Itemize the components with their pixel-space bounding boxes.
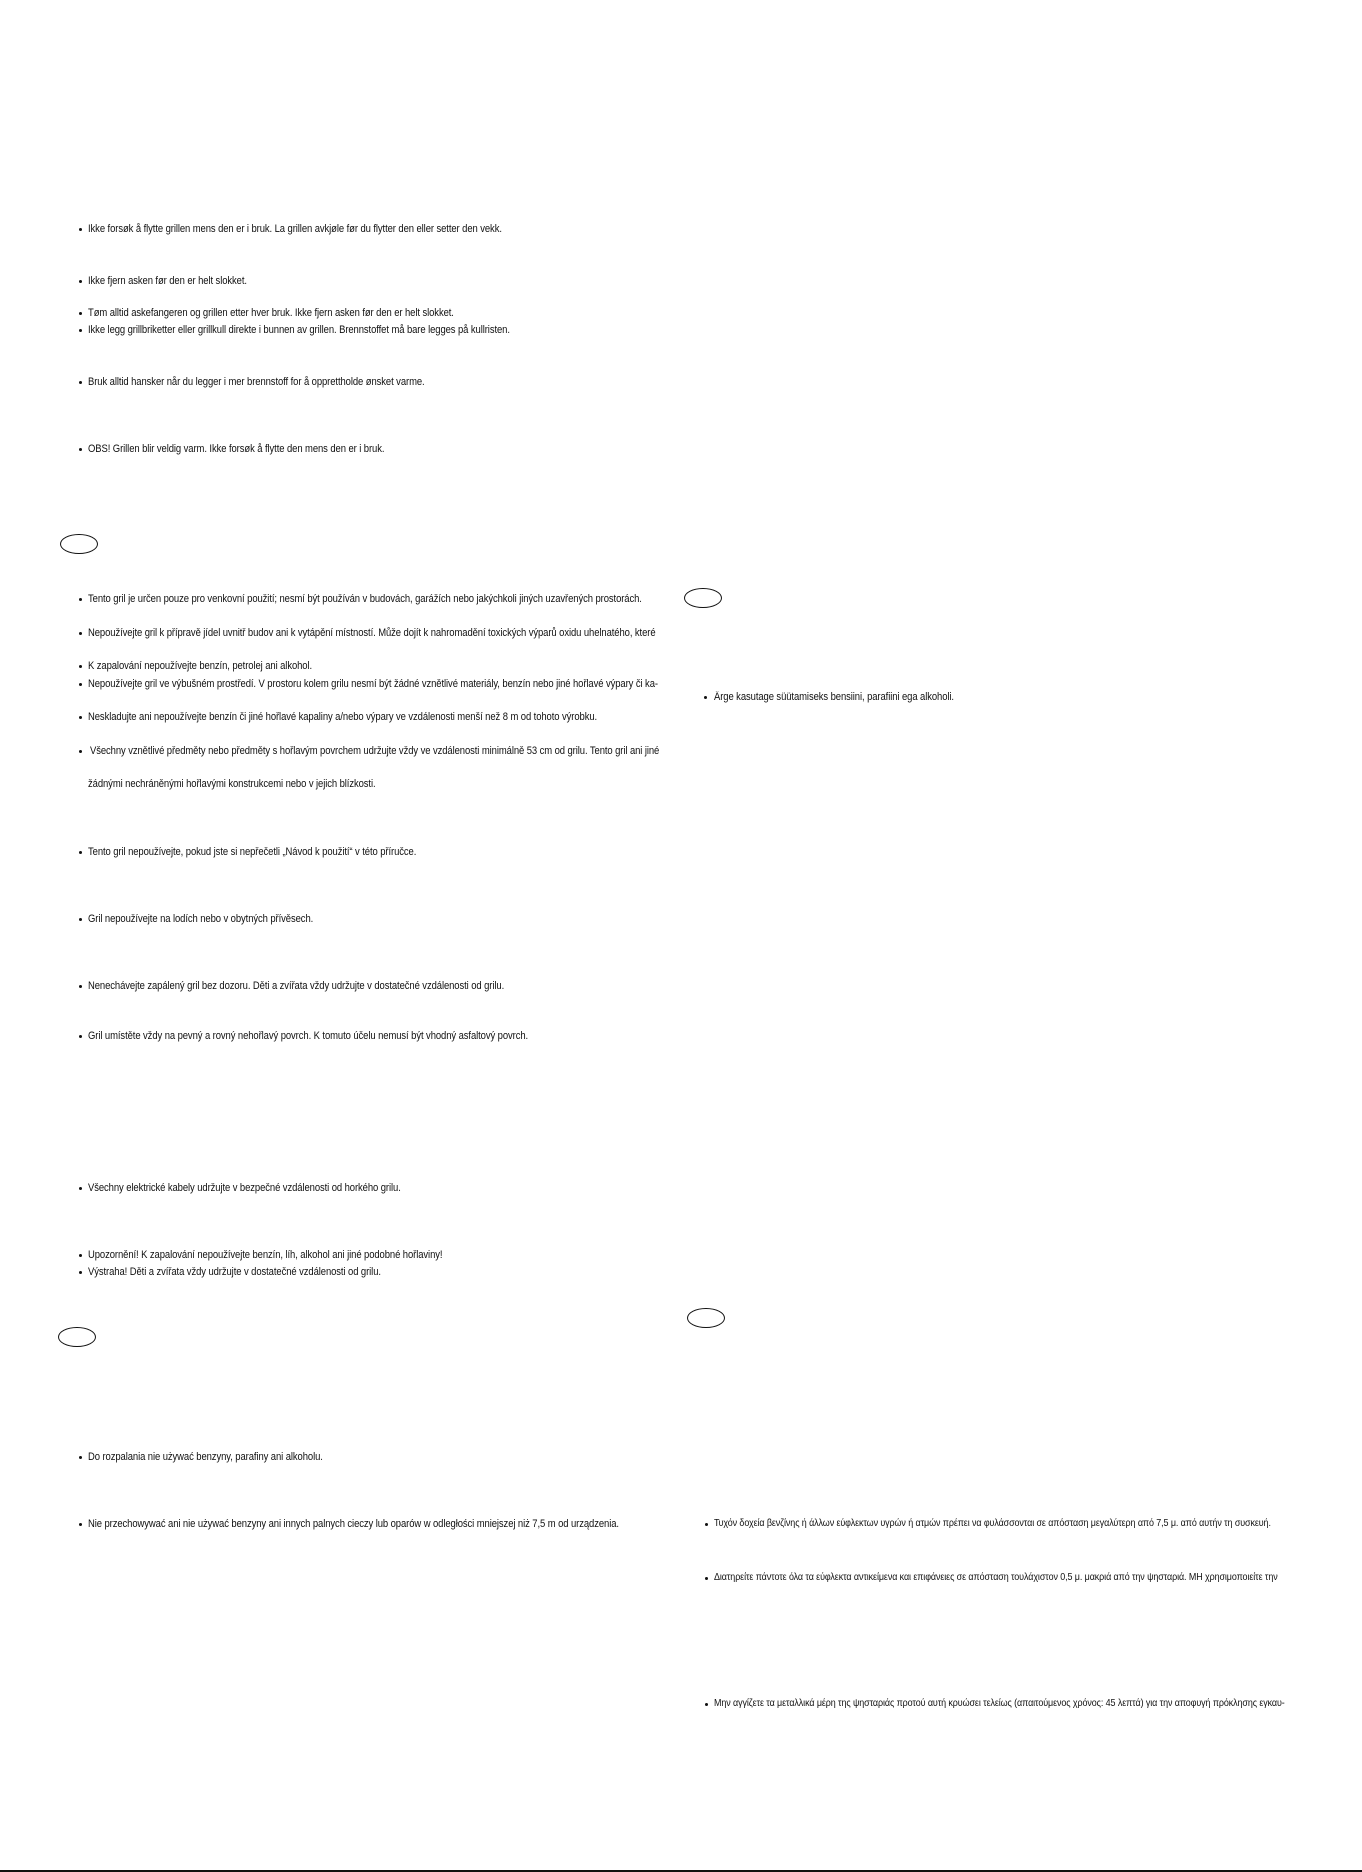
bullet — [705, 1523, 708, 1526]
bullet — [79, 1271, 82, 1274]
list-item: Nenechávejte zapálený gril bez dozoru. Děti a zvířata vždy udržujte v dostatečné vzdálenosti od grilu. — [88, 980, 505, 992]
list-item: Bruk alltid hansker når du legger i mer brennstoff for å opprettholde ønsket varme. — [88, 376, 425, 388]
bullet — [79, 312, 82, 315]
list-item: K zapalování nepoužívejte benzín, petrolej ani alkohol. — [88, 660, 313, 672]
list-item-continuation: žádnými nechráněnými hořlavými konstrukcemi nebo v jejich blízkosti. — [88, 778, 376, 790]
list-item: Gril nepoužívejte na lodích nebo v obytných přívěsech. — [88, 913, 314, 925]
bullet — [79, 448, 82, 451]
list-item: Ikke fjern asken før den er helt slokket. — [88, 275, 247, 287]
bullet — [79, 1254, 82, 1257]
list-item: Výstraha! Děti a zvířata vždy udržujte v dostatečné vzdálenosti od grilu. — [88, 1266, 381, 1278]
bullet — [79, 985, 82, 988]
bullet — [79, 750, 82, 753]
bullet — [79, 228, 82, 231]
language-marker-oval — [687, 1308, 725, 1328]
bullet — [79, 1456, 82, 1459]
list-item: Nepoužívejte gril k přípravě jídel uvnitř budov ani k vytápění místností. Může dojít k nahromadění toxických výparů oxidu uhelnatého, které — [88, 627, 656, 639]
list-item: Nie przechowywać ani nie używać benzyny ani innych palnych cieczy lub oparów w odległości mniejszej niż 7,5 m od urządzenia. — [88, 1518, 619, 1530]
list-item: Všechny elektrické kabely udržujte v bezpečné vzdálenosti od horkého grilu. — [88, 1182, 401, 1194]
bullet — [79, 716, 82, 719]
bullet — [705, 1703, 708, 1706]
list-item: Tøm alltid askefangeren og grillen etter hver bruk. Ikke fjern asken før den er helt slokket. — [88, 307, 454, 319]
list-item: Do rozpalania nie używać benzyny, parafiny ani alkoholu. — [88, 1451, 323, 1463]
list-item: Ikke legg grillbriketter eller grillkull direkte i bunnen av grillen. Brennstoffet må bare legges på kullristen. — [88, 324, 510, 336]
bullet — [79, 381, 82, 384]
bullet — [79, 665, 82, 668]
bullet — [704, 696, 707, 699]
bullet — [79, 632, 82, 635]
bullet — [79, 1187, 82, 1190]
language-marker-oval — [684, 588, 722, 608]
bullet — [79, 280, 82, 283]
list-item: Všechny vznětlivé předměty nebo předměty s hořlavým povrchem udržujte vždy ve vzdálenosti minimálně 53 cm od grilu. Tento gril ani jiné — [90, 745, 660, 757]
bullet — [79, 329, 82, 332]
list-item: Tento gril je určen pouze pro venkovní použití; nesmí být používán v budovách, garážích nebo jakýchkoli jiných uzavřených prostorách. — [88, 593, 642, 605]
list-item: Μην αγγίζετε τα μεταλλικά μέρη της ψησταριάς προτού αυτή κρυώσει τελείως (απαιτούμενος χρόνος: 45 λεπτά) για την αποφυγή πρόκλησης εγκαυ- — [714, 1698, 1285, 1709]
bullet — [79, 851, 82, 854]
language-marker-oval — [58, 1327, 96, 1347]
list-item: Τυχόν δοχεία βενζίνης ή άλλων εύφλεκτων υγρών ή ατμών πρέπει να φυλάσσονται σε απόσταση μεγαλύτερη από 7,5 μ. από αυτήν τη συσκευή. — [714, 1518, 1271, 1529]
list-item: OBS! Grillen blir veldig varm. Ikke forsøk å flytte den mens den er i bruk. — [88, 443, 385, 455]
list-item: Nepoužívejte gril ve výbušném prostředí. V prostoru kolem grilu nesmí být žádné vznětlivé materiály, benzín nebo jiné hořlavé výpary či ka- — [88, 678, 658, 690]
list-item: Διατηρείτε πάντοτε όλα τα εύφλεκτα αντικείμενα και επιφάνειες σε απόσταση τουλάχιστον 0,5 μ. μακριά από την ψησταριά. ΜΗ χρησιμοποιείτε την — [714, 1572, 1278, 1583]
language-marker-oval — [60, 534, 98, 554]
bullet — [79, 918, 82, 921]
list-item: Tento gril nepoužívejte, pokud jste si nepřečetli „Návod k použití“ v této příručce. — [88, 846, 417, 858]
list-item: Neskladujte ani nepoužívejte benzín či jiné hořlavé kapaliny a/nebo výpary ve vzdálenosti menší než 8 m od tohoto výrobku. — [88, 711, 598, 723]
list-item: Gril umístěte vždy na pevný a rovný nehořlavý povrch. K tomuto účelu nemusí být vhodný asfaltový povrch. — [88, 1030, 529, 1042]
bullet — [79, 1523, 82, 1526]
bullet — [79, 1035, 82, 1038]
bullet — [705, 1577, 708, 1580]
bullet — [79, 683, 82, 686]
list-item: Upozornění! K zapalování nepoužívejte benzín, líh, alkohol ani jiné podobné hořlaviny! — [88, 1249, 443, 1261]
list-item: Ikke forsøk å flytte grillen mens den er i bruk. La grillen avkjøle før du flytter den eller setter den vekk. — [88, 223, 502, 235]
list-item: Ärge kasutage süütamiseks bensiini, parafiini ega alkoholi. — [714, 691, 954, 703]
bullet — [79, 598, 82, 601]
